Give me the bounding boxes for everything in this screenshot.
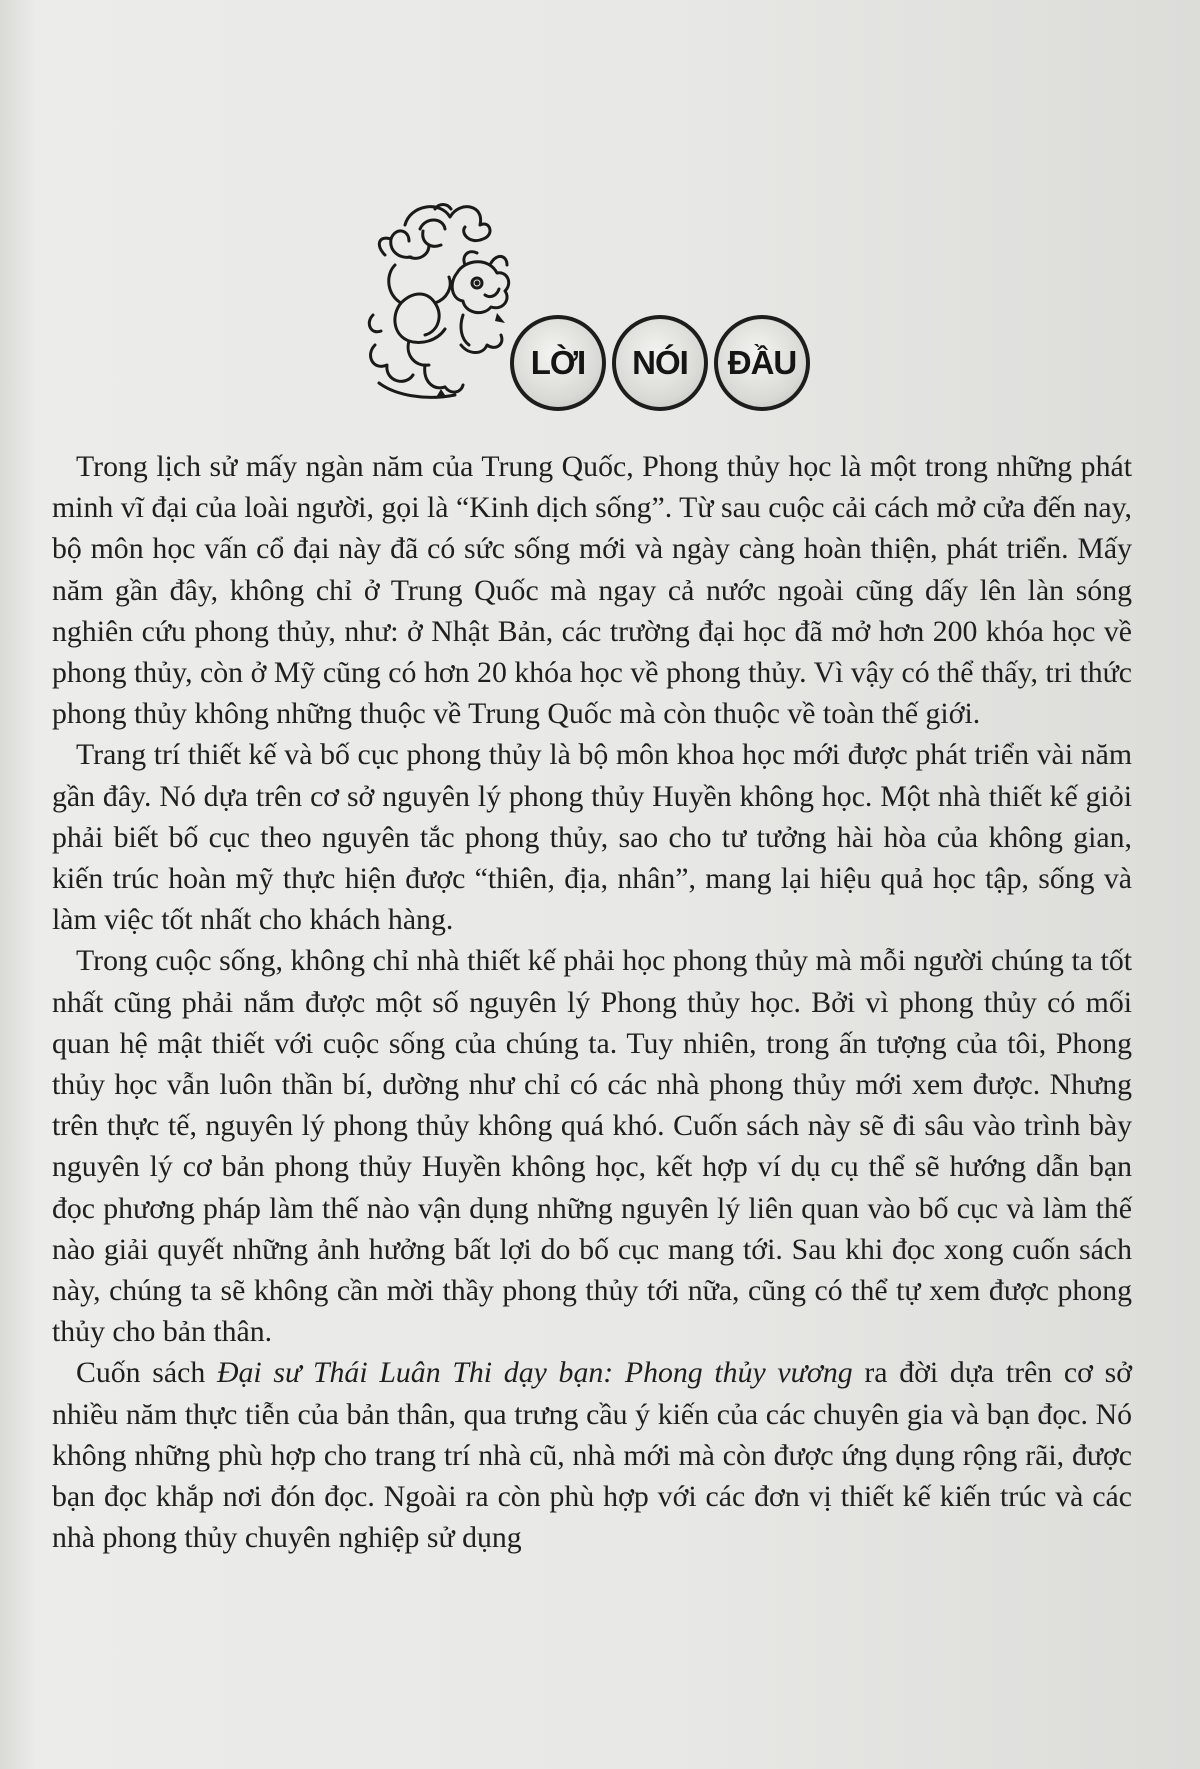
heading-circles — [510, 315, 810, 411]
paragraph-2: Trang trí thiết kế và bố cục phong thủy là bộ môn khoa học mới được phát triển vài năm gần đây. Nó dựa trên cơ sở nguyên lý phong thủy Huyền không học. Một nhà thiết kế giỏi phải biết bố cục theo nguyên tắc phong thủy, sao cho tư tưởng hài hòa của không gian, kiến trúc hoàn mỹ thực hiện được “thiên, địa, nhân”, mang lại hiệu quả học tập, sống và làm việc tốt nhất cho khách hàng. — [52, 738, 1132, 937]
paragraph-3: Trong cuộc sống, không chỉ nhà thiết kế phải học phong thủy mà mỗi người chúng ta tốt nhất cũng phải nắm được một số nguyên lý Phong thủy học. Bởi vì phong thủy có mối quan hệ mật thiết với cuộc sống của chúng ta. Tuy nhiên, trong ấn tượng của tôi, Phong thủy học vẫn luôn thần bí, dường như chỉ có các nhà phong thủy mới xem được. Nhưng trên thực tế, nguyên lý phong thủy không quá khó. Cuốn sách này sẽ đi sâu vào trình bày nguyên lý cơ bản phong thủy Huyền không học, kết hợp ví dụ cụ thể sẽ hướng dẫn bạn đọc phương pháp làm thế nào vận dụng những nguyên lý liên quan vào bố cục và làm thế nào giải quyết những ảnh hưởng bất lợi do bố cục mang tới. Sau khi đọc xong cuốn sách này, chúng ta sẽ không cần mời thầy phong thủy tới nữa, cũng có thể tự xem được phong thủy cho bản thân. — [52, 944, 1132, 1349]
book-title: Đại sư Thái Luân Thi dạy bạn: Phong thủy vương — [216, 1356, 853, 1390]
paragraph-4-lead: Cuốn sách — [76, 1356, 217, 1390]
chapter-heading — [365, 195, 805, 405]
paragraph-4 — [52, 1352, 1132, 1558]
heading-word-1: LỜI — [510, 315, 606, 411]
heading-word-3: ĐẦU — [714, 315, 810, 411]
heading-word-2: NÓI — [612, 315, 708, 411]
preface-body — [52, 446, 1132, 1558]
paragraph-1: Trong lịch sử mấy ngàn năm của Trung Quốc, Phong thủy học là một trong những phát minh vĩ đại của loài người, gọi là “Kinh dịch sống”. Từ sau cuộc cải cách mở cửa đến nay, bộ môn học vấn cổ đại này đã có sức sống mới và ngày càng hoàn thiện, phát triển. Mấy năm gần đây, không chỉ ở Trung Quốc mà ngay cả nước ngoài cũng dấy lên làn sóng nghiên cứu phong thủy, như: ở Nhật Bản, các trường đại học đã mở hơn 200 khóa học về phong thủy, còn ở Mỹ cũng có hơn 20 khóa học về phong thủy. Vì vậy có thể thấy, tri thức phong thủy không những thuộc về Trung Quốc mà còn thuộc về toàn thế giới. — [52, 450, 1132, 731]
paragraph-4-rest: ra đời dựa trên cơ sở nhiều năm thực tiễn của bản thân, qua trưng cầu ý kiến của các chuyên gia và bạn đọc. Nó không những phù hợp cho trang trí nhà cũ, nhà mới mà còn được ứng dụng rộng rãi, được bạn đọc khắp nơi đón đọc. Ngoài ra còn phù hợp với các đơn vị thiết kế kiến trúc và các nhà phong thủy chuyên nghiệp sử dụng — [52, 1356, 1132, 1555]
